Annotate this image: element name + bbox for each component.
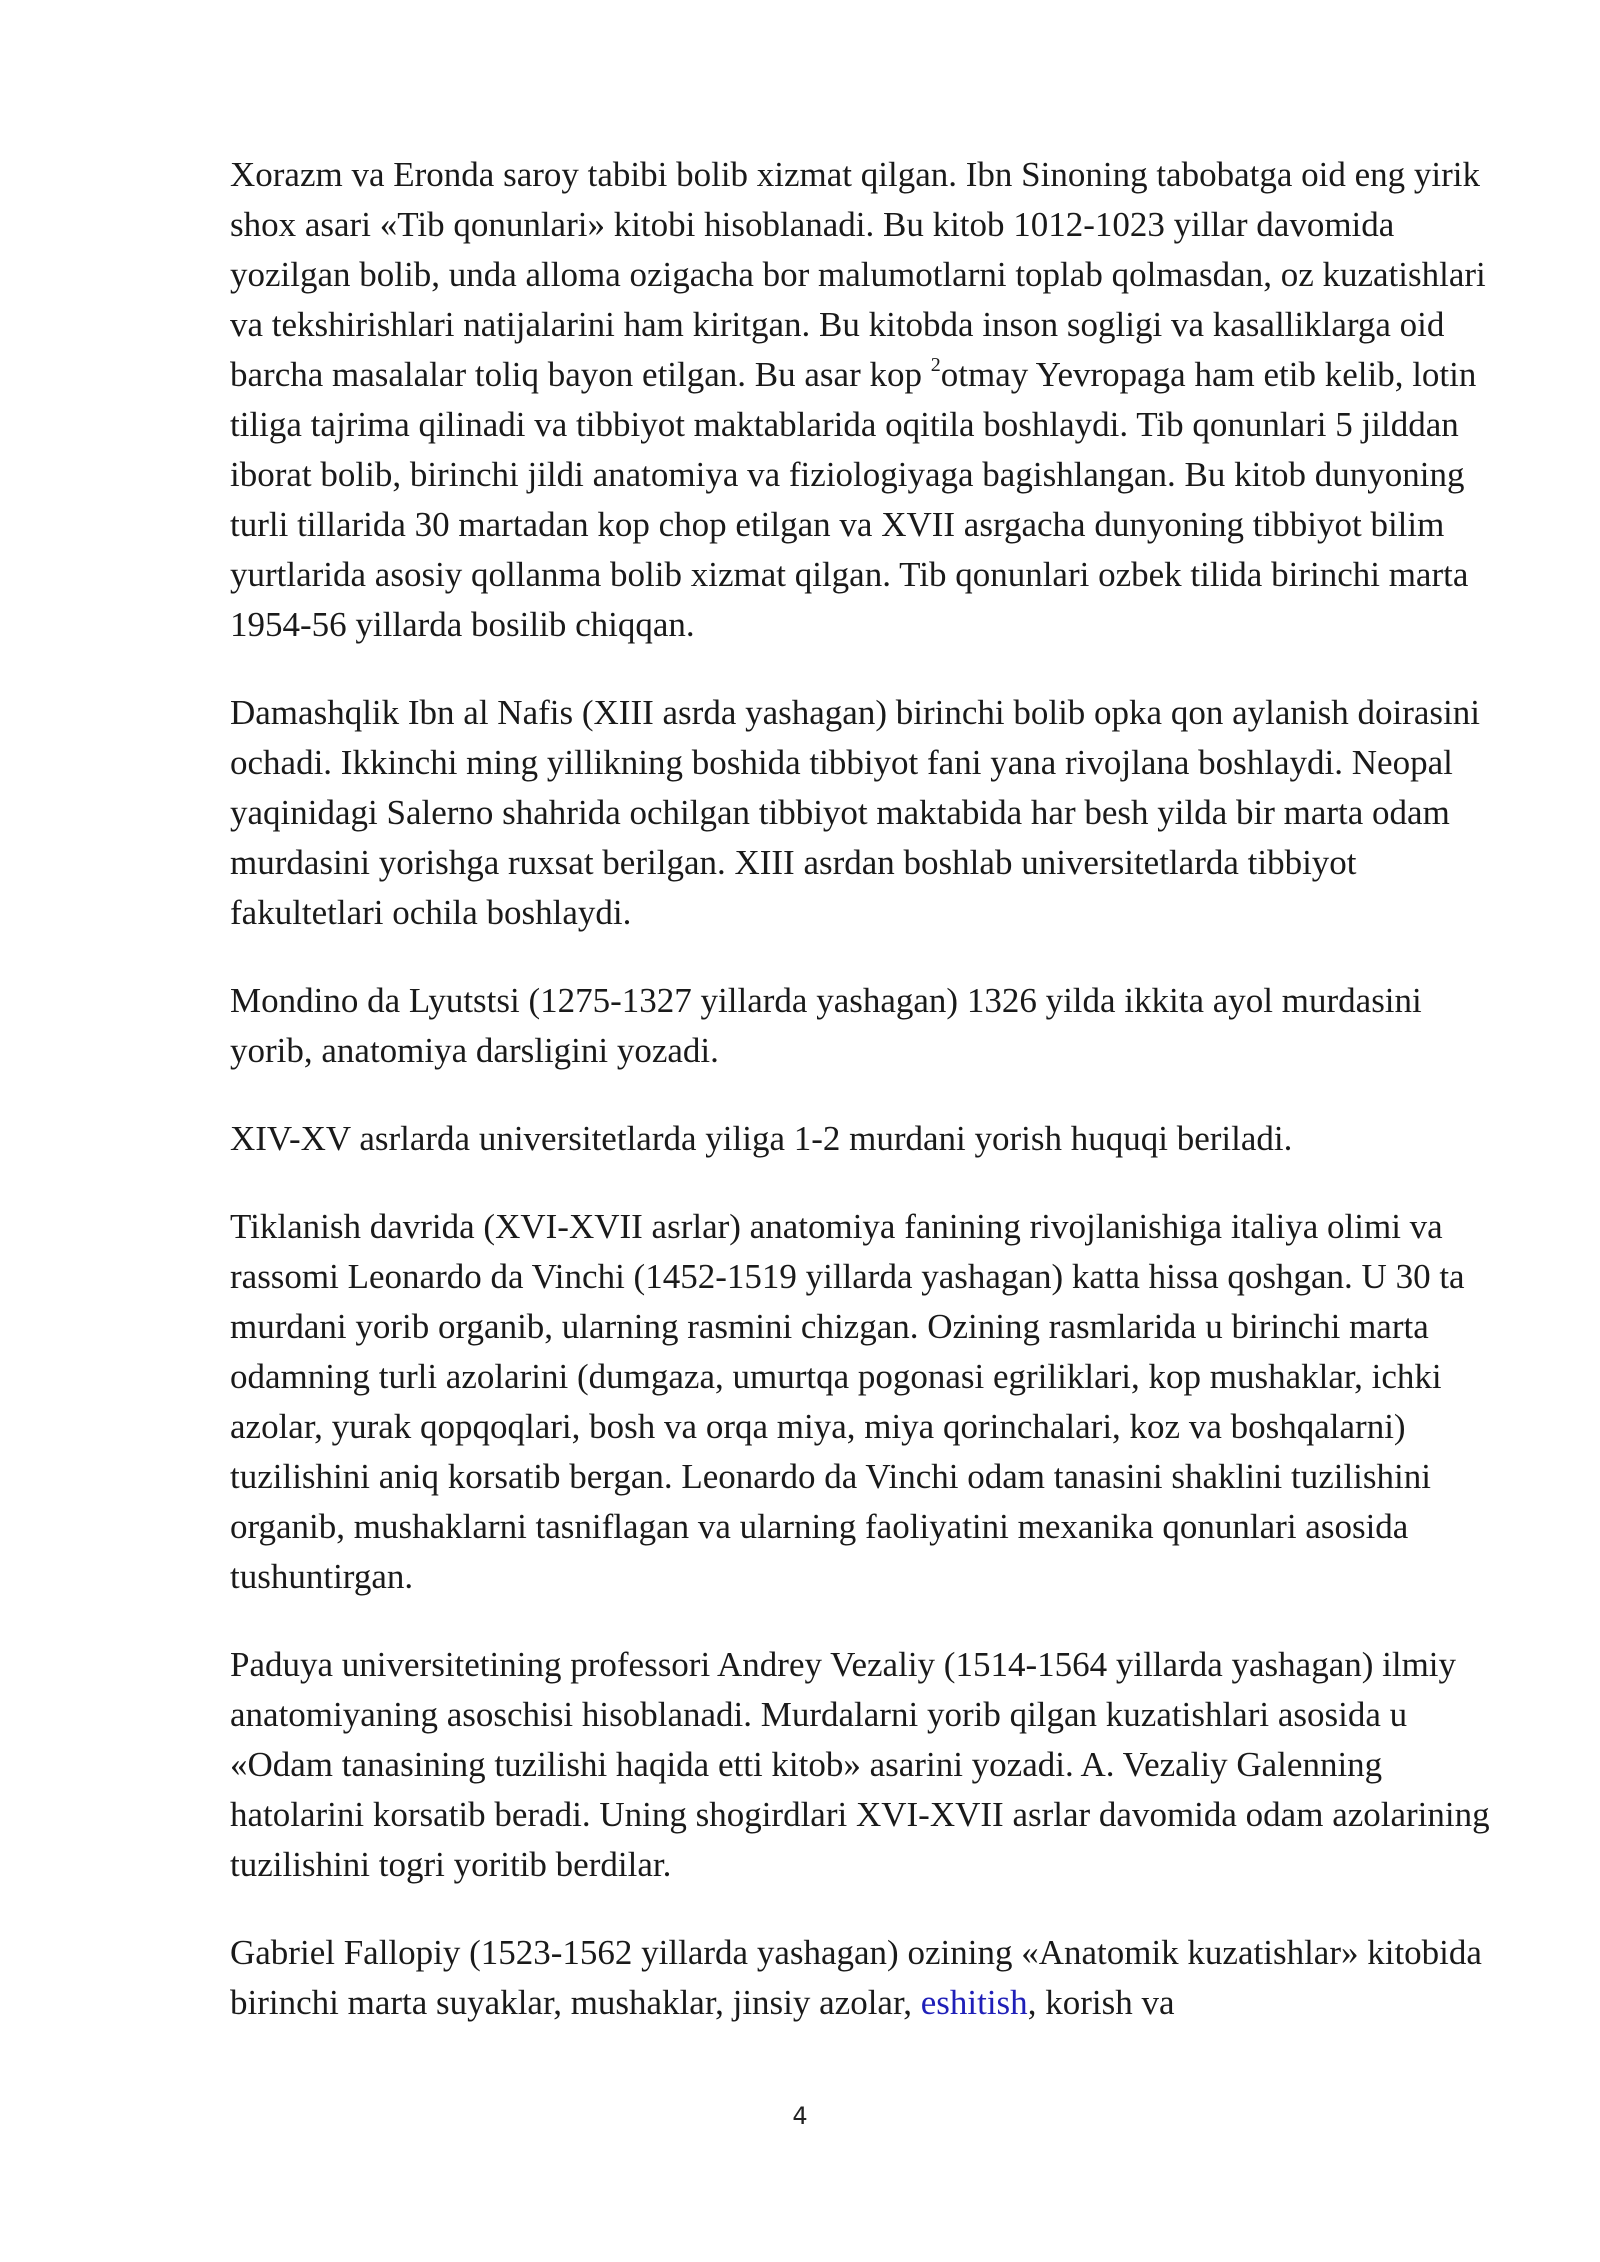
paragraph-mondino: Mondino da Lyutstsi (1275-1327 yillarda yashagan) 1326 yilda ikkita ayol murdasini yorib, anatomiya darsligini yozadi. bbox=[230, 981, 1422, 1070]
paragraph-text: Gabriel Fallopiy (1523-1562 yillarda yashagan) ozining «Anatomik kuzatishlar» kitobida birinchi marta suyaklar, mushaklar, jinsiy azolar, bbox=[230, 1933, 1482, 2022]
eshitish-link[interactable]: eshitish bbox=[920, 1983, 1028, 2022]
paragraph-ibn-al-nafis: Damashqlik Ibn al Nafis (XIII asrda yashagan) birinchi bolib opka qon aylanish doirasini ochadi. Ikkinchi ming yillikning boshida tibbiyot fani yana rivojlana boshlaydi. Neopal yaqinidagi Salerno shahrida ochilgan tibbiyot maktabida har besh yilda bir marta odam murdasini yorishga ruxsat berilgan. XIII asrdan boshlab universitetlarda tibbiyot fakultetlari ochila boshlaydi. bbox=[230, 693, 1480, 932]
paragraph-text: otmay Yevropaga ham etib kelib, lotin tiliga tajrima qilinadi va tibbiyot maktablarida oqitila boshlaydi. Tib qonunlari 5 jilddan iborat bolib, birinchi jildi anatomiya va fiziologiyaga bagishlangan. Bu kitob dunyoning turli tillarida 30 martadan kop chop etilgan va XVII asrgacha dunyoning tibbiyot bilim yurtlarida asosiy qollanma bolib xizmat qilgan. Tib qonunlari ozbek tilida birinchi marta 1954-56 yillarda bosilib chiqqan. bbox=[230, 355, 1477, 644]
paragraph-text: , korish va bbox=[1027, 1983, 1175, 2022]
paragraph-leonardo: Tiklanish davrida (XVI-XVII asrlar) anatomiya fanining rivojlanishiga italiya olimi va rassomi Leonardo da Vinchi (1452-1519 yillarda yashagan) katta hissa qoshgan. U 30 ta murdani yorib organib, ularning rasmini chizgan. Ozining rasmlarida u birinchi marta odamning turli azolarini (dumgaza, umurtqa pogonasi egriliklari, kop mushaklar, ichki azolar, yurak qopqoqlari, bosh va orqa miya, miya qorinchalari, koz va boshqalarni) tuzilishini aniq korsatib bergan. Leonardo da Vinchi odam tanasini shaklini tuzilishini organib, mushaklarni tasniflagan va ularning faoliyatini mexanika qonunlari asosida tushuntirgan. bbox=[230, 1207, 1465, 1596]
page-number: 4 bbox=[792, 2102, 808, 2130]
footnote-marker[interactable]: 2 bbox=[930, 354, 941, 377]
paragraph-fallopiy bbox=[230, 1928, 1498, 2028]
paragraph-xiv-xv: XIV-XV asrlarda universitetlarda yiliga 1-2 murdani yorish huquqi beriladi. bbox=[230, 1119, 1293, 1158]
paragraph-text: Xorazm va Eronda saroy tabibi bolib xizmat qilgan. Ibn Sinoning tabobatga oid eng yirik shox asari «Tib qonunlari» kitobi hisoblanadi. Bu kitob 1012-1023 yillar davomida yozilgan bolib, unda alloma ozigacha bor malumotlarni toplab qolmasdan, oz kuzatishlari va tekshirishlari natijalarini ham kiritgan. Bu kitobda inson sogligi va kasalliklarga oid barcha masalalar toliq bayon etilgan. Bu asar kop bbox=[230, 155, 1486, 394]
paragraph-ibn-sino bbox=[230, 150, 1498, 650]
paragraph-vezaliy: Paduya universitetining professori Andrey Vezaliy (1514-1564 yillarda yashagan) ilmiy anatomiyaning asoschisi hisoblanadi. Murdalarni yorib qilgan kuzatishlari asosida u «Odam tanasining tuzilishi haqida etti kitob» asarini yozadi. A. Vezaliy Galenning hatolarini korsatib beradi. Uning shogirdlari XVI-XVII asrlar davomida odam azolarining tuzilishini togri yoritib berdilar. bbox=[230, 1645, 1490, 1884]
document-body bbox=[230, 150, 1498, 2066]
